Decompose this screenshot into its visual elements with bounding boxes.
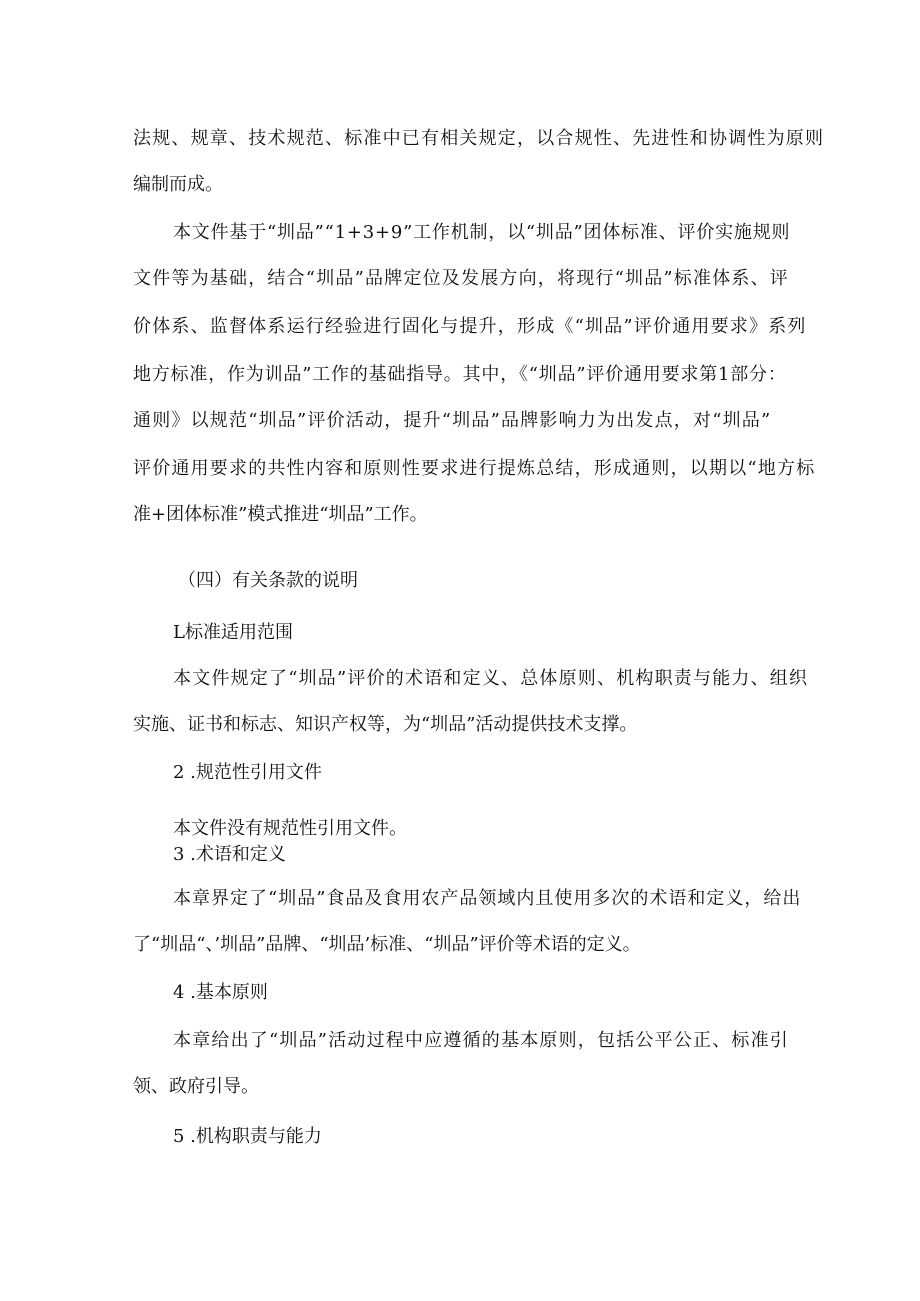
clause-title: 3 .术语和定义	[173, 844, 286, 865]
clause-title: 4 .基本原则	[173, 982, 268, 1003]
text-line: 了“圳品“、’圳品”品牌、“圳品’标准、“圳品”评价等术语的定义。	[133, 934, 641, 955]
text-line: 领、政府引导。	[133, 1076, 259, 1097]
clause-title: 5 .机构职责与能力	[173, 1126, 322, 1147]
text-line: 本章给出了“圳品”活动过程中应遵循的基本原则，包括公平公正、标准引	[173, 1030, 790, 1051]
text-line: 本文件没有规范性引用文件。	[173, 818, 407, 839]
text-line: 本文件规定了“圳品”评价的术语和定义、总体原则、机构职责与能力、组织	[173, 668, 809, 689]
text-line: 通则》以规范“圳品”评价活动，提升“圳品”品牌影响力为出发点，对“圳品”	[133, 410, 772, 431]
text-line: 编制而成。	[133, 174, 223, 195]
text-line: 本章界定了“圳品”食品及食用农产品领域内且使用多次的术语和定义，给出	[173, 888, 802, 909]
clause-title: 2 .规范性引用文件	[173, 762, 322, 783]
text-line: 评价通用要求的共性内容和原则性要求进行提炼总结，形成通则，以期以“地方标	[133, 458, 816, 479]
text-line: 实施、证书和标志、知识产权等，为“圳品”活动提供技术支撑。	[133, 714, 638, 735]
text-line: 准+团体标准”模式推进“圳品”工作。	[133, 504, 428, 525]
text-line: 本文件基于“圳品”“1+3+9”工作机制，以“圳品”团体标准、评价实施规则	[173, 222, 791, 243]
clause-title: L标准适用范围	[173, 622, 293, 643]
section-heading: （四）有关条款的说明	[178, 570, 358, 591]
text-line: 地方标准，作为训品”工作的基础指导。其中，《“圳品”评价通用要求第1部分：	[133, 364, 787, 385]
text-line: 文件等为基础，结合“圳品”品牌定位及发展方向，将现行“圳品”标准体系、评	[133, 268, 790, 289]
text-line: 法规、规章、技术规范、标准中已有相关规定，以合规性、先进性和协调性为原则	[133, 128, 825, 149]
text-line: 价体系、监督体系运行经验进行固化与提升，形成《“圳品”评价通用要求》系列	[133, 316, 807, 337]
